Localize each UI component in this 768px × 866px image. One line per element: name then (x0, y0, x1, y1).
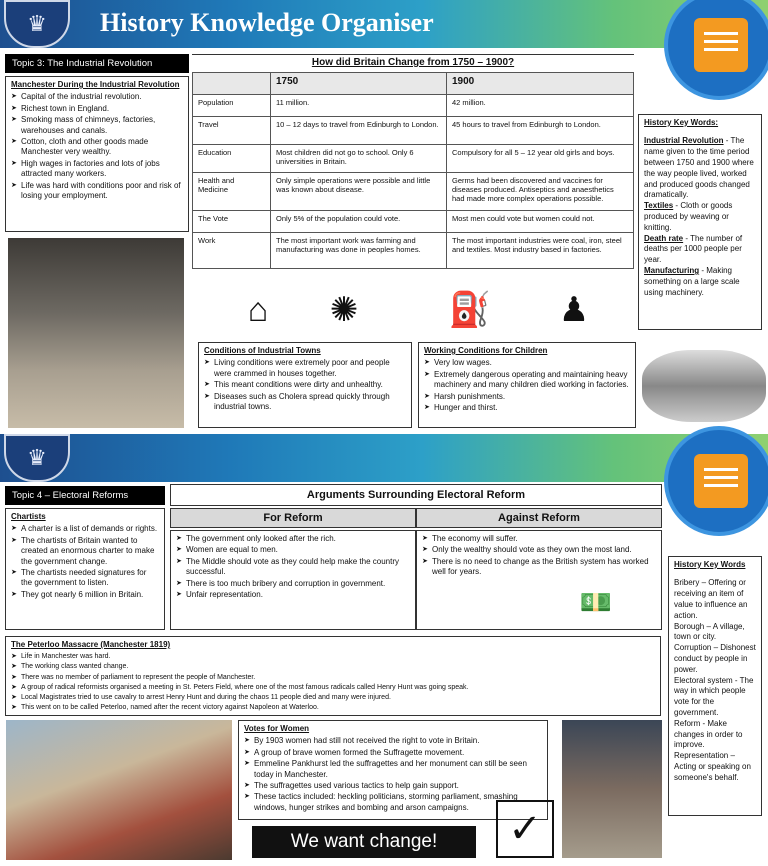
list-item: ➤ These tactics included: heckling politicians, storming parliament, smashing windows, hunger strikes and bombing and arson campaigns. (244, 792, 542, 813)
list-item: ➤ Life in Manchester was hard. (11, 652, 655, 661)
list-item: ➤ Only the wealthy should vote as they own the most land. (422, 545, 656, 555)
child-worker-icon: ♟ (558, 291, 590, 329)
key-word: Manufacturing - Making something on a large scale using machinery. (644, 265, 740, 297)
key-word: Representation – Acting or speaking on someone's behalf. (674, 751, 751, 782)
peterloo-box (5, 636, 661, 716)
house-icon: ⌂ (247, 290, 269, 329)
factory-icon: ⛽ (448, 291, 492, 329)
manchester-box (5, 76, 189, 232)
change-table (192, 72, 634, 269)
list-item: ➤ There is no need to change as the British system has worked well for years. (422, 557, 656, 578)
peterloo-massacre-painting (6, 720, 232, 860)
school-crest-icon: ♛ (4, 434, 70, 482)
key-word: Bribery – Offering or receiving an item of value to influence an action. (674, 578, 748, 620)
school-crest-icon: ♛ (4, 0, 70, 48)
table-row: Work The most important work was farming and manufacturing was done in peoples homes. The most important industries were coal, iron, steel and textiles. Most industry based in factories. (193, 233, 634, 269)
votes-for-women-title: Votes for Women (244, 724, 310, 733)
children-title: Working Conditions for Children (424, 346, 548, 355)
key-word: Corruption – Dishonest conduct by people in power. (674, 643, 756, 674)
list-item: ➤ There was no member of parliament to represent the people of Manchester. (11, 673, 655, 682)
table-row: Travel 10 – 12 days to travel from Edinburgh to London. 45 hours to travel from Edinburgh to London. (193, 117, 634, 145)
key-word: Electoral system - The way in which people vote for the government. (674, 675, 754, 717)
list-item: ➤ The working class wanted change. (11, 662, 655, 671)
list-item: ➤ High wages in factories and lots of jobs attracted many workers. (11, 159, 183, 180)
towns-title: Conditions of Industrial Towns (204, 346, 321, 355)
list-item: ➤ Diseases such as Cholera spread quickly through industrial towns. (204, 392, 406, 413)
ballot-checkmark-icon: ✓ (496, 800, 554, 858)
list-item: ➤ Richest town in England. (11, 104, 183, 114)
list-item: ➤ This meant conditions were dirty and unhealthy. (204, 380, 406, 390)
list-item: ➤ Smoking mass of chimneys, factories, warehouses and canals. (11, 115, 183, 136)
chartists-title: Chartists (11, 512, 46, 521)
table-row: The Vote Only 5% of the population could vote. Most men could vote but women could not. (193, 211, 634, 233)
list-item: ➤ This went on to be called Peterloo, named after the recent victory against Napoleon at Waterloo. (11, 703, 655, 712)
header-banner-bottom (0, 434, 768, 482)
chartists-box (5, 508, 165, 630)
against-reform-header: Against Reform (416, 508, 662, 528)
key-words-title-1: History Key Words: (644, 118, 719, 127)
list-item: ➤ A group of radical reformists organised a meeting in St. Peters Field, where one of the most famous radicals called Henry Hunt was going speak. (11, 683, 655, 692)
list-item: ➤ Life was hard with conditions poor and risk of losing your employment. (11, 181, 183, 202)
table-row: Health and Medicine Only simple operations were possible and little was known about disease. Germs had been discovered and vaccines for diseases produced. Antiseptics and anaesthetics had made more complex operations possible. (193, 173, 634, 211)
list-item: ➤ Extremely dangerous operating and maintaining heavy machinery and many children died working in factories. (424, 370, 630, 391)
list-item: ➤ The chartists of Britain wanted to created an enormous charter to make the government change. (11, 536, 159, 567)
list-item: ➤ Living conditions were extremely poor and people were crammed in houses together. (204, 358, 406, 379)
list-item: ➤ The chartists needed signatures for the government to listen. (11, 568, 159, 589)
table-row: Education Most children did not go to school. Only 6 universities in Britain. Compulsory for all 5 – 12 year old girls and boys. (193, 145, 634, 173)
against-reform-box (416, 530, 662, 630)
child-in-mine-image (642, 350, 766, 422)
we-want-change-banner: We want change! (252, 826, 476, 858)
key-word: Borough – A village, town or city. (674, 621, 745, 642)
table-row: Population 11 million. 42 million. (193, 95, 634, 117)
list-item: ➤ Cotton, cloth and other goods made Manchester very wealthy. (11, 137, 183, 158)
topic-4-tab: Topic 4 – Electoral Reforms (5, 486, 165, 505)
list-item: ➤ The economy will suffer. (422, 534, 656, 544)
list-item: ➤ The suffragettes used various tactics to help gain support. (244, 781, 542, 791)
for-reform-box (170, 530, 416, 630)
scroll-icon (664, 426, 768, 536)
peterloo-title: The Peterloo Massacre (Manchester 1819) (11, 640, 171, 649)
bribery-money-icon: 💵 (579, 586, 613, 617)
list-item: ➤ There is too much bribery and corruption in government. (176, 579, 410, 589)
list-item: ➤ Capital of the industrial revolution. (11, 92, 183, 102)
list-item: ➤ Local Magistrates tried to use cavalry to arrest Henry Hunt and during the chaos 11 people died and many were injured. (11, 693, 655, 702)
col-header-1900: 1900 (447, 73, 634, 95)
list-item: ➤ The Middle should vote as they could help make the country successful. (176, 557, 410, 578)
change-table-title: How did Britain Change from 1750 – 1900? (192, 54, 634, 70)
key-words-title-2: History Key Words (674, 560, 746, 569)
page-title: History Knowledge Organiser (100, 8, 434, 37)
list-item: ➤ Emmeline Pankhurst led the suffragettes and her monument can still be seen today in Manchester. (244, 759, 542, 780)
list-item: ➤ Hunger and thirst. (424, 403, 630, 413)
germ-icon: ✺ (329, 291, 359, 329)
key-word: Industrial Revolution - The name given to the time period between 1750 and 1900 where the way people lived, worked and produced goods changed dramatically. (644, 136, 754, 200)
topic-3-tab: Topic 3: The Industrial Revolution (5, 54, 189, 73)
col-header-1750: 1750 (271, 73, 447, 95)
manchester-title: Manchester During the Industrial Revolution (11, 80, 180, 89)
list-item: ➤ A group of brave women formed the Suffragette movement. (244, 748, 542, 758)
list-item: ➤ A charter is a list of demands or rights. (11, 524, 159, 534)
towns-box (198, 342, 412, 428)
arguments-title: Arguments Surrounding Electoral Reform (170, 484, 662, 506)
pankhurst-statue-photo (562, 720, 662, 858)
list-item: ➤ Unfair representation. (176, 590, 410, 600)
factory-chimneys-photo (8, 238, 184, 428)
for-reform-header: For Reform (170, 508, 416, 528)
key-words-box-1 (638, 114, 762, 330)
list-item: ➤ Very low wages. (424, 358, 630, 368)
list-item: ➤ The government only looked after the rich. (176, 534, 410, 544)
key-word: Textiles - Cloth or goods produced by weaving or knitting. (644, 201, 733, 232)
key-words-box-2 (668, 556, 762, 816)
table-corner (193, 73, 271, 95)
list-item: ➤ By 1903 women had still not received the right to vote in Britain. (244, 736, 542, 746)
list-item: ➤ They got nearly 6 million in Britain. (11, 590, 159, 600)
key-word: Reform - Make changes in order to improve. (674, 718, 743, 750)
scroll-icon (664, 0, 768, 100)
list-item: ➤ Harsh punishments. (424, 392, 630, 402)
key-word: Death rate - The number of deaths per 1000 people per year. (644, 233, 743, 265)
children-box (418, 342, 636, 428)
list-item: ➤ Women are equal to men. (176, 545, 410, 555)
